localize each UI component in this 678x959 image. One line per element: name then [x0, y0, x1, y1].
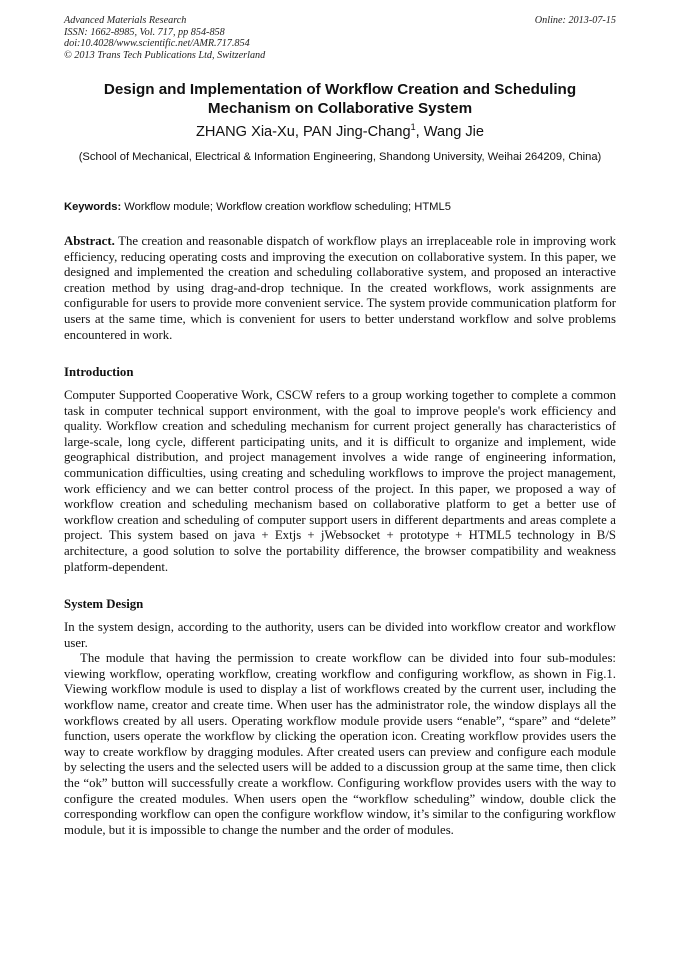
authors-tail: , Wang Jie	[415, 124, 485, 140]
abstract-text: The creation and reasonable dispatch of workflow plays an irreplaceable role in improving work efficiency, reducing operating costs and improving the execution on collaborative system. In this paper, we designed and implemented the creation and scheduling collaborative system, and proposed an interactive creation method by using drag-and-drop technique. In the created workflows, work assignments are configurable for users to provide more convenient service. The system provide communication platform for users at the same time, which is convenient for users to better understand workflow and solve problems encountered in work.	[64, 234, 616, 342]
author-list	[64, 123, 616, 141]
keywords	[64, 200, 616, 214]
keywords-label: Keywords:	[64, 201, 122, 213]
abstract-label: Abstract.	[64, 234, 115, 248]
keywords-text: Workflow module; Workflow creation workflow scheduling; HTML5	[121, 201, 451, 213]
affiliation: (School of Mechanical, Electrical & Information Engineering, Shandong University, Weihai 264209, China)	[78, 151, 602, 163]
system-design-body	[64, 620, 616, 838]
introduction-heading: Introduction	[64, 365, 134, 379]
paper-title: Design and Implementation of Workflow Creation and Scheduling Mechanism on Collaborative System	[103, 81, 577, 117]
author-affiliation-mark: 1	[410, 122, 416, 132]
journal-name: Advanced Materials Research	[64, 15, 187, 26]
journal-copyright: © 2013 Trans Tech Publications Ltd, Switzerland	[64, 49, 266, 61]
journal-header	[64, 15, 616, 61]
system-design-paragraph-1: In the system design, according to the authority, users can be divided into workflow creator and workflow user.	[64, 620, 616, 650]
journal-doi: doi:10.4028/www.scientific.net/AMR.717.854	[64, 38, 250, 49]
journal-issn: ISSN: 1662-8985, Vol. 717, pp 854-858	[64, 26, 225, 38]
authors-main: ZHANG Xia-Xu, PAN Jing-Chang	[195, 124, 411, 140]
abstract	[64, 234, 616, 343]
system-design-paragraph-2: The module that having the permission to create workflow can be divided into four sub-modules: viewing workflow, operating workflow, creating workflow and configuring workflow, as shown in Fig.1. Viewing workflow module is used to display a list of workflows created by the current user, including the workflow name, creator and create time. When user has the administrator role, the window displays all the workflows created by all users. Operating workflow module provide users “enable”, “spare” and “delete” function, users operate the workflow by clicking the operation icon. Creating workflow provides users the way to create workflow by dragging modules. After created users can preview and configure each module by selecting the users and the selected users will be added to a discussion group at the same time, then click the “ok” button will successfully create a workflow. Configuring workflow provides users with the way to configure the created modules. When users open the “workflow scheduling” window, double click the corresponding workflow can open the configure workflow window, it’s similar to the configuring workflow module, but it is impossible to change the number and the order of modules.	[64, 651, 616, 837]
system-design-heading: System Design	[64, 597, 144, 611]
online-date: Online: 2013-07-15	[534, 15, 616, 26]
introduction-text: Computer Supported Cooperative Work, CSCW refers to a group working together to complete a common task in computer technical support environment, with the goal to improve people's work efficiency and quality. Workflow creation and scheduling mechanism for current project generally has characteristics of large-scale, long cycle, different participating units, and it is difficult to organize and implement, wide geographical distribution, and project management involves a wide range of engineering information, communication difficulties, using creating and scheduling workflows to improve the project management, work efficiency and we can better control process of the project. In this paper, we proposed a way of workflow creation and scheduling mechanism based on collaborative platform to get a better use of workflow creation and scheduling of computer support users in different departments and areas complete a project. This system based on java + Extjs + jWebsocket + prototype + HTML5 technology in B/S architecture, a good solution to solve the portability difference, the browser compatibility and weakness platform-dependent.	[64, 388, 616, 574]
